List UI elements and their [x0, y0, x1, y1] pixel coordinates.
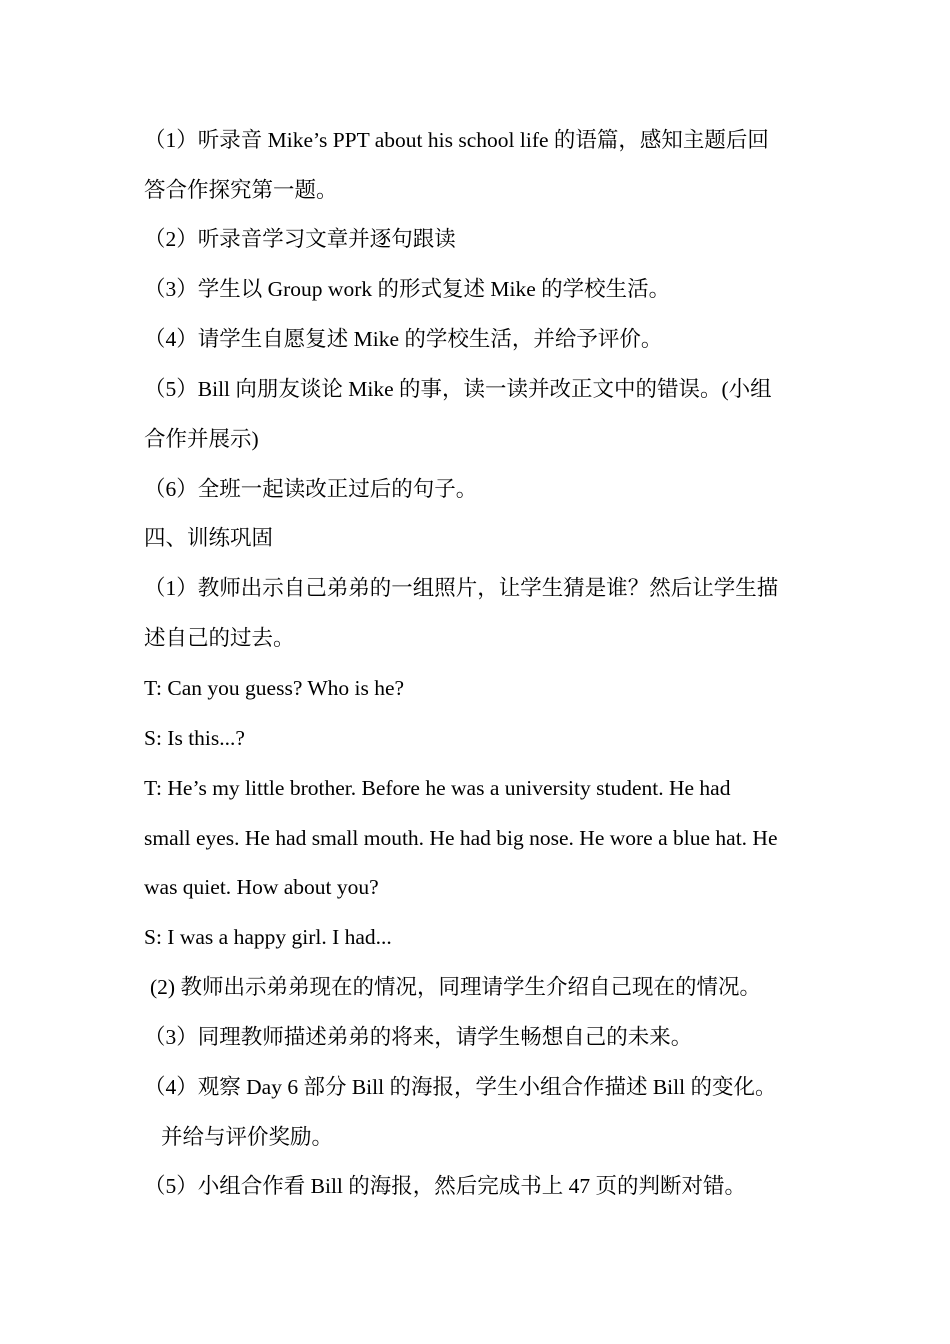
dialogue-line: S: I was a happy girl. I had...: [144, 925, 392, 949]
text-line: (2) 教师出示弟弟现在的情况，同理请学生介绍自己现在的情况。: [150, 975, 761, 999]
text-line: （2）听录音学习文章并逐句跟读: [144, 227, 456, 251]
text-line: （3）学生以 Group work 的形式复述 Mike 的学校生活。: [144, 277, 671, 301]
text-line: （1）教师出示自己弟弟的一组照片，让学生猜是谁？然后让学生描: [144, 576, 779, 600]
text-line: （6）全班一起读改正过后的句子。: [144, 477, 478, 501]
text-line: （1）听录音 Mike’s PPT about his school life 的语篇，感知主题后回: [144, 128, 769, 152]
dialogue-line: T: Can you guess? Who is he?: [144, 676, 405, 700]
text-line: （5）小组合作看 Bill 的海报，然后完成书上 47 页的判断对错。: [144, 1174, 747, 1198]
text-line: 合作并展示): [144, 427, 259, 451]
text-line: （5）Bill 向朋友谈论 Mike 的事，读一读并改正文中的错误。(小组: [144, 377, 772, 401]
dialogue-line: T: He’s my little brother. Before he was a university student. He had: [144, 776, 731, 800]
text-line: 答合作探究第一题。: [144, 178, 338, 202]
dialogue-line: was quiet. How about you?: [144, 875, 379, 899]
text-line: （4）请学生自愿复述 Mike 的学校生活，并给予评价。: [144, 327, 663, 351]
text-line: 并给与评价奖励。: [161, 1125, 334, 1149]
text-line: （4）观察 Day 6 部分 Bill 的海报，学生小组合作描述 Bill 的变化。: [144, 1075, 777, 1099]
dialogue-line: small eyes. He had small mouth. He had big nose. He wore a blue hat. He: [144, 826, 778, 850]
section-heading: 四、训练巩固: [144, 526, 274, 550]
dialogue-line: S: Is this...?: [144, 726, 245, 750]
text-line: （3）同理教师描述弟弟的将来，请学生畅想自己的未来。: [144, 1025, 693, 1049]
text-line: 述自己的过去。: [144, 626, 295, 650]
